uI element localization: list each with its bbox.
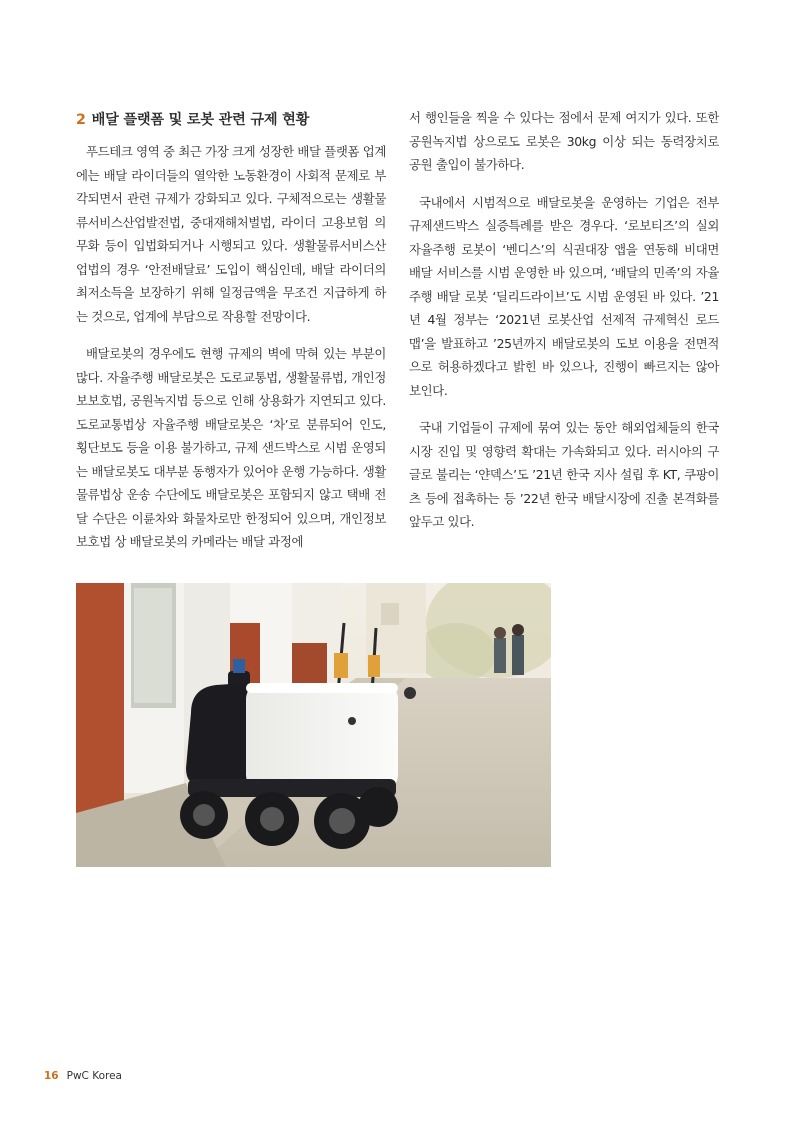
paragraph: 서 행인들을 찍을 수 있다는 점에서 문제 여지가 있다. 또한 공원녹지법 상으로도 로봇은 30kg 이상 되는 동력장치로 공원 출입이 불가하다. — [409, 110, 719, 172]
publisher-name: PwC Korea — [66, 1070, 122, 1082]
section-title: 배달 플랫폼 및 로봇 관련 규제 현황 — [91, 112, 310, 128]
left-column — [76, 108, 386, 554]
right-column — [409, 106, 719, 534]
paragraph: 배달로봇의 경우에도 현행 규제의 벽에 막혀 있는 부분이 많다. 자율주행 배달로봇은 도로교통법, 생활물류법, 개인정보보호법, 공원녹지법 등으로 인해 상용화가 지연되고 있다. 도로교통법상 자율주행 배달로봇은 ‘차’로 분류되어 인도, 횡단보도 등을 이용 불가하고, 규제 샌드박스로 시범 운영되는 배달로봇도 대부분 동행자가 있어야 운행 가능하다. 생활물류법상 운송 수단에도 배달로봇은 포함되지 않고 택배 전달 수단은 이륜차와 화물차로만 한정되어 있으며, 개인정보보호법 상 배달로봇의 카메라는 배달 과정에 — [76, 346, 386, 549]
delivery-robot-photo — [76, 583, 551, 867]
section-number: 2 — [76, 112, 86, 128]
paragraph: 푸드테크 영역 중 최근 가장 크게 성장한 배달 플랫폼 업계에는 배달 라이더들의 열악한 노동환경이 사회적 문제로 부각되면서 관련 규제가 강화되고 있다. 구체적으로는 생활물류서비스산업발전법, 중대재해처벌법, 라이더 고용보험 의무화 등이 입법화되거나 시행되고 있다. 생활물류서비스산업법의 경우 ‘안전배달료’ 도입이 핵심인데, 배달 라이더의 최저소득을 보장하기 위해 일정금액을 무조건 지급하게 하는 것으로, 업계에 부담으로 작용할 전망이다. — [76, 144, 386, 324]
paragraph: 국내에서 시범적으로 배달로봇을 운영하는 기업은 전부 규제샌드박스 실증특례를 받은 경우다. ‘로보티즈’의 실외 자율주행 로봇이 ‘벤디스’의 식권대장 앱을 연동해 비대면 배달 서비스를 시범 운영한 바 있으며, ‘배달의 민족’의 자율주행 배달 로봇 ‘딜리드라이브’도 시범 운영된 바 있다. ’21년 4월 정부는 ‘2021년 로봇산업 선제적 규제혁신 로드맵’을 발표하고 ’25년까지 배달로봇의 도보 이용을 전면적으로 허용하겠다고 밝힌 바 있으나, 진행이 빠르지는 않아 보인다. — [409, 194, 719, 398]
section-heading — [76, 108, 386, 132]
page-number: 16 — [44, 1070, 59, 1082]
page-footer — [44, 1070, 122, 1082]
robot-graphic — [180, 659, 398, 849]
paragraph: 국내 기업들이 규제에 묶여 있는 동안 해외업체들의 한국 시장 진입 및 영향력 확대는 가속화되고 있다. 러시아의 구글로 불리는 ‘얀덱스’도 ’21년 한국 지사 설립 후 KT, 쿠팡이츠 등에 접촉하는 등 ’22년 한국 배달시장에 진출 본격화를 앞두고 있다. — [409, 420, 719, 529]
